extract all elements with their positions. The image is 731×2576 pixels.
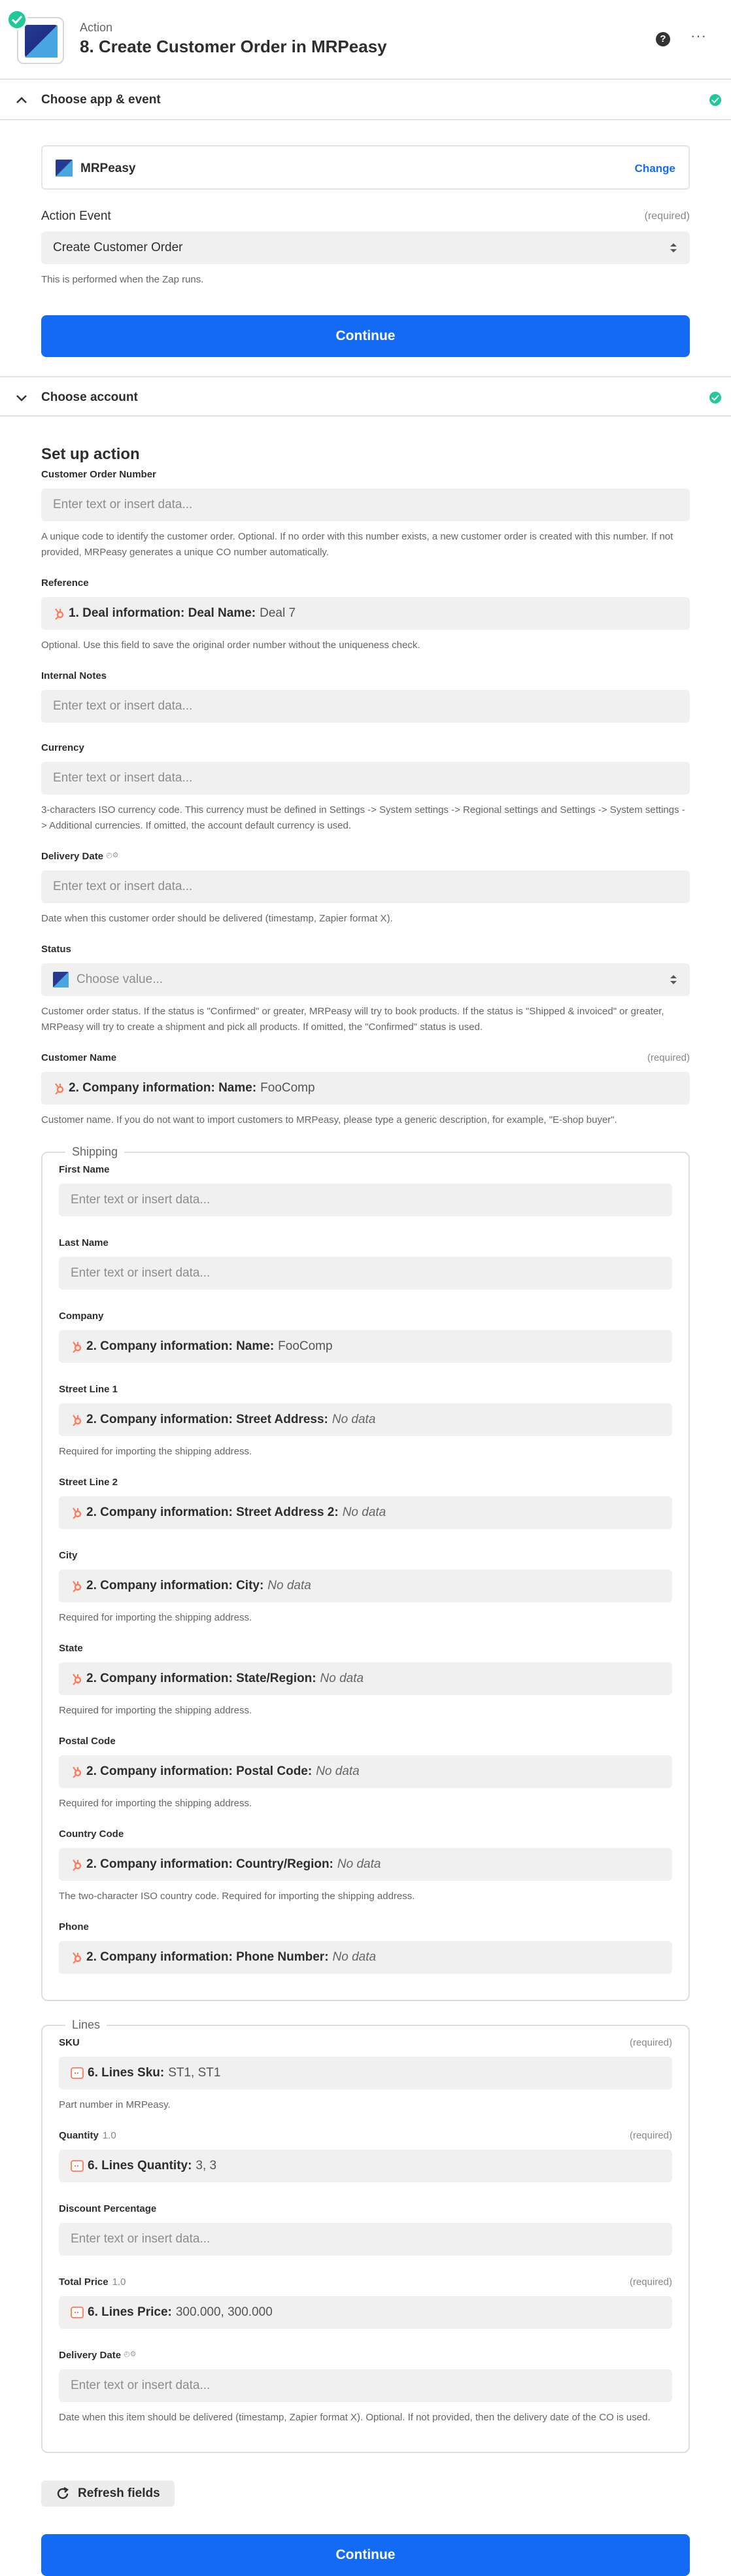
shipping-group xyxy=(41,1145,690,2001)
field-help: Customer name. If you do not want to import customers to MRPeasy, please type a generic description, for example, "E-shop buyer". xyxy=(41,1114,617,1125)
hubspot-icon xyxy=(71,1765,82,1778)
pill-label: 6. Lines Quantity: xyxy=(88,2159,192,2172)
section-title: Choose app & event xyxy=(41,93,161,107)
pill-value: ST1, ST1 xyxy=(168,2066,221,2080)
placeholder: Enter text or insert data... xyxy=(53,699,193,713)
shipping-legend: Shipping xyxy=(72,1145,118,1158)
shipping-phone-field xyxy=(59,1921,672,1974)
field-label: Delivery Date xyxy=(41,851,104,862)
step-complete-check-icon xyxy=(7,9,27,30)
placeholder: Enter text or insert data... xyxy=(53,498,193,511)
pill-label: 6. Lines Sku: xyxy=(88,2066,165,2080)
required-marker: (required) xyxy=(644,211,690,222)
hubspot-icon xyxy=(71,1413,82,1426)
mrpeasy-mini-logo-icon xyxy=(53,972,69,987)
pill-label: 2. Company information: Phone Number: xyxy=(86,1950,329,1964)
section-complete-icon xyxy=(709,94,721,106)
shipping-city-field xyxy=(59,1550,672,1626)
pill-value: FooComp xyxy=(278,1339,333,1353)
field-label: Total Price xyxy=(59,2276,109,2288)
lines-sku-input[interactable] xyxy=(59,2057,672,2089)
shipping-state-input[interactable] xyxy=(59,1662,672,1695)
required-marker: (required) xyxy=(629,2037,672,2048)
shipping-street2-input[interactable] xyxy=(59,1496,672,1529)
status-select[interactable] xyxy=(41,963,690,996)
placeholder: Enter text or insert data... xyxy=(53,880,193,893)
pill-value: No data xyxy=(337,1857,381,1871)
field-label: Customer Order Number xyxy=(41,469,156,480)
shipping-first-name-field xyxy=(59,1164,672,1216)
continue-button-top[interactable]: Continue xyxy=(41,315,690,357)
shipping-postal-field xyxy=(59,1736,672,1812)
field-label: Customer Name xyxy=(41,1052,117,1063)
field-version: 1.0 xyxy=(102,2130,116,2141)
field-label: Street Line 1 xyxy=(59,1384,118,1395)
field-help: Part number in MRPeasy. xyxy=(59,2099,171,2110)
lines-legend: Lines xyxy=(72,2018,101,2031)
delivery-date-input[interactable] xyxy=(41,870,690,903)
field-help: Customer order status. If the status is "Confirmed" or greater, MRPeasy will try to book products. If the status is "Shipped & invoiced" or greater, MRPeasy will try to create a shipment and pick all products. If omitted, the "Confirmed" status is used. xyxy=(41,1006,664,1033)
customer-name-input[interactable] xyxy=(41,1072,690,1105)
section-choose-account[interactable] xyxy=(0,376,731,417)
delivery-date-field xyxy=(41,851,690,927)
shipping-city-input[interactable] xyxy=(59,1570,672,1602)
field-label: Postal Code xyxy=(59,1736,116,1747)
field-help: Date when this item should be delivered (timestamp, Zapier format X). Optional. If not provided, then the delivery date of the CO is used. xyxy=(59,2412,651,2423)
lines-sku-field xyxy=(59,2037,672,2113)
shipping-country-field xyxy=(59,1829,672,1904)
shipping-street2-field xyxy=(59,1477,672,1529)
pill-label: 2. Company information: Street Address: xyxy=(86,1413,328,1426)
pill-value: FooComp xyxy=(260,1081,315,1095)
shipping-phone-input[interactable] xyxy=(59,1941,672,1974)
field-label: Reference xyxy=(41,577,89,589)
mrpeasy-logo-icon xyxy=(25,25,58,58)
placeholder: Enter text or insert data... xyxy=(71,2379,211,2392)
pill-label: 1. Deal information: Deal Name: xyxy=(69,606,256,620)
field-label: Last Name xyxy=(59,1237,109,1248)
internal-notes-field xyxy=(41,670,690,723)
shipping-street1-field xyxy=(59,1384,672,1460)
step-kind: Action xyxy=(80,21,113,34)
more-options-icon[interactable]: ··· xyxy=(690,27,707,44)
field-label: Street Line 2 xyxy=(59,1477,118,1488)
hubspot-icon xyxy=(53,607,65,620)
step-title[interactable]: 8. Create Customer Order in MRPeasy xyxy=(80,37,387,56)
refresh-icon xyxy=(56,2486,70,2501)
shipping-last-name-input[interactable] xyxy=(59,1257,672,1290)
section-title: Choose account xyxy=(41,390,138,404)
datetime-icon: ◴⚙ xyxy=(124,2350,137,2358)
action-event-help: This is performed when the Zap runs. xyxy=(41,274,204,285)
pill-value: No data xyxy=(332,1950,377,1964)
lines-group xyxy=(41,2018,690,2453)
customer-order-number-field xyxy=(41,469,690,560)
field-label: Phone xyxy=(59,1921,89,1932)
placeholder: Choose value... xyxy=(76,972,163,986)
refresh-fields-button[interactable] xyxy=(41,2481,175,2507)
chevron-up-icon xyxy=(13,92,30,109)
shipping-last-name-field xyxy=(59,1237,672,1290)
field-label: City xyxy=(59,1550,78,1561)
pill-label: 6. Lines Price: xyxy=(88,2305,172,2319)
change-app-button[interactable]: Change xyxy=(634,162,675,175)
field-help: Optional. Use this field to save the original order number without the uniqueness check. xyxy=(41,640,420,651)
field-help: A unique code to identify the customer order. Optional. If no order with this number exists, a new customer order is created with this number. If not provided, MRPeasy generates a unique CO number automatically. xyxy=(41,531,673,558)
selected-app xyxy=(41,145,690,190)
field-label: Quantity xyxy=(59,2130,99,2141)
section-complete-icon xyxy=(709,392,721,404)
field-help: Required for importing the shipping address. xyxy=(59,1705,252,1716)
field-label: State xyxy=(59,1643,83,1654)
field-label: Country Code xyxy=(59,1829,124,1840)
pill-value: No data xyxy=(320,1672,364,1685)
chevron-down-icon xyxy=(13,389,30,406)
lines-delivery-date-input[interactable] xyxy=(59,2369,672,2402)
field-help: Date when this customer order should be delivered (timestamp, Zapier format X). xyxy=(41,913,393,924)
datetime-icon: ◴⚙ xyxy=(106,851,119,859)
placeholder: Enter text or insert data... xyxy=(71,2232,211,2246)
currency-input[interactable] xyxy=(41,762,690,795)
required-marker: (required) xyxy=(629,2276,672,2288)
action-event-label: Action Event xyxy=(41,209,111,223)
help-icon[interactable]: ? xyxy=(656,32,670,46)
action-event-select[interactable] xyxy=(41,232,690,264)
setup-action-title: Set up action xyxy=(41,445,140,463)
refresh-label: Refresh fields xyxy=(78,2486,160,2500)
select-caret-icon xyxy=(669,972,678,987)
customer-name-field xyxy=(41,1052,690,1128)
status-field xyxy=(41,944,690,1035)
section-choose-app-event[interactable] xyxy=(0,80,731,120)
lines-quantity-field xyxy=(59,2130,672,2182)
field-version: 1.0 xyxy=(112,2276,126,2288)
internal-notes-input[interactable] xyxy=(41,690,690,723)
field-label: Internal Notes xyxy=(41,670,107,681)
code-step-icon xyxy=(71,2067,84,2079)
field-help: Required for importing the shipping address. xyxy=(59,1798,252,1809)
continue-button-bottom[interactable]: Continue xyxy=(41,2534,690,2576)
placeholder: Enter text or insert data... xyxy=(71,1266,211,1280)
action-event-field xyxy=(41,209,690,288)
required-marker: (required) xyxy=(647,1052,690,1063)
shipping-company-field xyxy=(59,1311,672,1363)
field-label: First Name xyxy=(59,1164,110,1175)
lines-discount-field xyxy=(59,2203,672,2256)
pill-value: 300.000, 300.000 xyxy=(175,2305,273,2319)
field-label: Discount Percentage xyxy=(59,2203,157,2214)
field-label: Company xyxy=(59,1311,104,1322)
shipping-street1-input[interactable] xyxy=(59,1403,672,1436)
pill-label: 2. Company information: Street Address 2: xyxy=(86,1505,339,1519)
pill-label: 2. Company information: Postal Code: xyxy=(86,1764,313,1778)
select-caret-icon xyxy=(669,241,678,255)
code-step-icon xyxy=(71,2160,84,2172)
customer-order-number-input[interactable] xyxy=(41,489,690,521)
shipping-country-input[interactable] xyxy=(59,1848,672,1881)
pill-label: 2. Company information: Name: xyxy=(69,1081,257,1095)
lines-quantity-input[interactable] xyxy=(59,2150,672,2182)
pill-value: No data xyxy=(332,1413,376,1426)
reference-field xyxy=(41,577,690,653)
pill-value: 3, 3 xyxy=(196,2159,217,2172)
field-help: Required for importing the shipping address. xyxy=(59,1446,252,1457)
code-step-icon xyxy=(71,2307,84,2318)
pill-label: 2. Company information: Country/Region: xyxy=(86,1857,333,1871)
hubspot-icon xyxy=(71,1340,82,1353)
field-help: Required for importing the shipping address. xyxy=(59,1612,252,1623)
step-header xyxy=(0,0,731,80)
setup-action-body xyxy=(0,417,731,2576)
pill-label: 2. Company information: Name: xyxy=(86,1339,275,1353)
pill-label: 2. Company information: State/Region: xyxy=(86,1672,316,1685)
pill-value: Deal 7 xyxy=(260,606,296,620)
hubspot-icon xyxy=(71,1506,82,1519)
required-marker: (required) xyxy=(629,2130,672,2141)
field-help: 3-characters ISO currency code. This currency must be defined in Settings -> System settings -> Regional settings and Settings -> System settings -> Additional currencies. If omitted, the account default currency is used. xyxy=(41,804,685,831)
hubspot-icon xyxy=(71,1579,82,1592)
shipping-company-input[interactable] xyxy=(59,1330,672,1363)
pill-value: No data xyxy=(342,1505,386,1519)
app-name: MRPeasy xyxy=(80,162,136,175)
choose-app-body xyxy=(0,120,731,376)
lines-total-price-field xyxy=(59,2276,672,2329)
placeholder: Enter text or insert data... xyxy=(53,771,193,785)
pill-label: 2. Company information: City: xyxy=(86,1579,264,1592)
field-label: Status xyxy=(41,944,71,955)
pill-value: No data xyxy=(267,1579,311,1592)
lines-delivery-date-field xyxy=(59,2350,672,2426)
hubspot-icon xyxy=(53,1082,65,1095)
field-label: Currency xyxy=(41,742,84,753)
currency-field xyxy=(41,742,690,834)
placeholder: Enter text or insert data... xyxy=(71,1193,211,1207)
field-label: SKU xyxy=(59,2037,80,2048)
shipping-state-field xyxy=(59,1643,672,1719)
action-event-value: Create Customer Order xyxy=(53,241,183,254)
shipping-first-name-input[interactable] xyxy=(59,1184,672,1216)
field-label: Delivery Date xyxy=(59,2350,122,2361)
reference-input[interactable] xyxy=(41,597,690,630)
lines-total-price-input[interactable] xyxy=(59,2296,672,2329)
field-help: The two-character ISO country code. Required for importing the shipping address. xyxy=(59,1891,415,1902)
mrpeasy-mini-logo-icon xyxy=(56,160,73,177)
hubspot-icon xyxy=(71,1672,82,1685)
lines-discount-input[interactable] xyxy=(59,2223,672,2256)
pill-value: No data xyxy=(316,1764,360,1778)
hubspot-icon xyxy=(71,1858,82,1871)
shipping-postal-input[interactable] xyxy=(59,1755,672,1788)
hubspot-icon xyxy=(71,1951,82,1964)
